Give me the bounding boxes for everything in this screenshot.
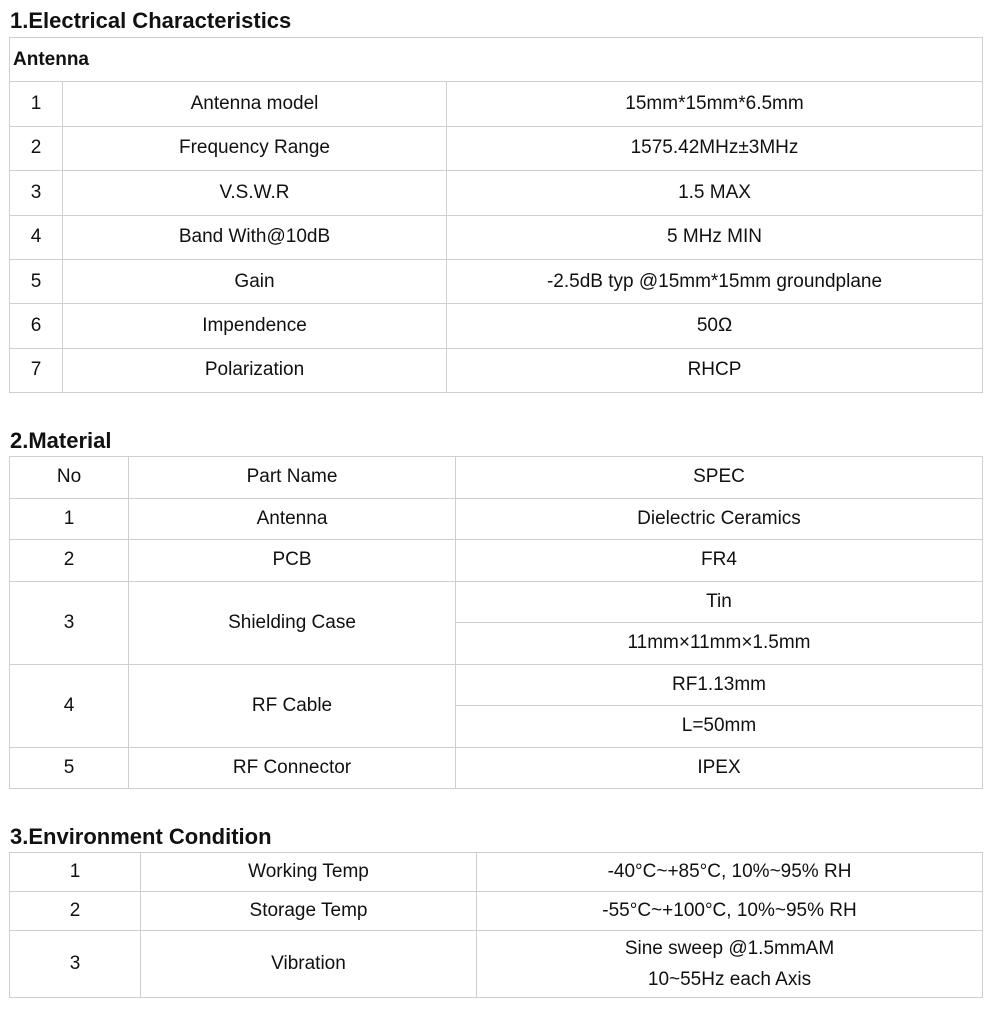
table-row bbox=[10, 126, 983, 170]
part-spec: RF1.13mm bbox=[456, 664, 983, 706]
table-row bbox=[10, 348, 983, 392]
condition-name: Vibration bbox=[141, 931, 477, 998]
row-number: 3 bbox=[10, 581, 129, 664]
section-title-material: 2.Material bbox=[10, 428, 112, 453]
parameter-name: Antenna model bbox=[63, 82, 447, 126]
table-row bbox=[10, 498, 983, 540]
condition-value bbox=[477, 931, 983, 998]
part-spec: IPEX bbox=[456, 747, 983, 789]
condition-value: -55°C~+100°C, 10%~95% RH bbox=[477, 892, 983, 931]
part-name: PCB bbox=[129, 540, 456, 582]
parameter-name: Gain bbox=[63, 259, 447, 303]
table-row bbox=[10, 664, 983, 706]
table-row bbox=[10, 853, 983, 892]
row-number: 7 bbox=[10, 348, 63, 392]
material-table bbox=[9, 456, 983, 789]
table-row bbox=[10, 304, 983, 348]
row-number: 4 bbox=[10, 664, 129, 747]
column-header-part-name: Part Name bbox=[129, 457, 456, 499]
condition-name: Working Temp bbox=[141, 853, 477, 892]
table-row bbox=[10, 540, 983, 582]
row-number: 2 bbox=[10, 892, 141, 931]
row-number: 5 bbox=[10, 747, 129, 789]
table-row bbox=[10, 259, 983, 303]
parameter-value: -2.5dB typ @15mm*15mm groundplane bbox=[447, 259, 983, 303]
table-caption-row bbox=[10, 38, 983, 82]
table-row bbox=[10, 82, 983, 126]
section-title-environment: 3.Environment Condition bbox=[10, 824, 272, 849]
part-name: Antenna bbox=[129, 498, 456, 540]
parameter-value: 1575.42MHz±3MHz bbox=[447, 126, 983, 170]
parameter-value: 15mm*15mm*6.5mm bbox=[447, 82, 983, 126]
row-number: 1 bbox=[10, 82, 63, 126]
row-number: 1 bbox=[10, 498, 129, 540]
condition-name: Storage Temp bbox=[141, 892, 477, 931]
parameter-name: Band With@10dB bbox=[63, 215, 447, 259]
parameter-value: 50Ω bbox=[447, 304, 983, 348]
row-number: 3 bbox=[10, 931, 141, 998]
section-title-electrical: 1.Electrical Characteristics bbox=[10, 8, 292, 33]
table-row bbox=[10, 171, 983, 215]
table-row bbox=[10, 892, 983, 931]
part-name: Shielding Case bbox=[129, 581, 456, 664]
parameter-name: Impendence bbox=[63, 304, 447, 348]
row-number: 1 bbox=[10, 853, 141, 892]
table-header-row bbox=[10, 457, 983, 499]
column-header-no: No bbox=[10, 457, 129, 499]
part-spec: Tin bbox=[456, 581, 983, 623]
part-name: RF Connector bbox=[129, 747, 456, 789]
table-row bbox=[10, 215, 983, 259]
row-number: 5 bbox=[10, 259, 63, 303]
part-name: RF Cable bbox=[129, 664, 456, 747]
row-number: 4 bbox=[10, 215, 63, 259]
row-number: 2 bbox=[10, 540, 129, 582]
table-row bbox=[10, 931, 983, 998]
part-spec: 11mm×11mm×1.5mm bbox=[456, 623, 983, 665]
table-row bbox=[10, 747, 983, 789]
parameter-name: V.S.W.R bbox=[63, 171, 447, 215]
environment-condition-table bbox=[9, 852, 983, 998]
part-spec: L=50mm bbox=[456, 706, 983, 748]
parameter-name: Frequency Range bbox=[63, 126, 447, 170]
condition-value-line: 10~55Hz each Axis bbox=[647, 969, 812, 990]
row-number: 3 bbox=[10, 171, 63, 215]
table-row bbox=[10, 581, 983, 623]
parameter-value: 5 MHz MIN bbox=[447, 215, 983, 259]
part-spec: Dielectric Ceramics bbox=[456, 498, 983, 540]
electrical-characteristics-table bbox=[9, 37, 983, 393]
parameter-value: RHCP bbox=[447, 348, 983, 392]
row-number: 2 bbox=[10, 126, 63, 170]
parameter-name: Polarization bbox=[63, 348, 447, 392]
row-number: 6 bbox=[10, 304, 63, 348]
condition-value: -40°C~+85°C, 10%~95% RH bbox=[477, 853, 983, 892]
column-header-spec: SPEC bbox=[456, 457, 983, 499]
condition-value-line: Sine sweep @1.5mmAM bbox=[624, 938, 835, 959]
parameter-value: 1.5 MAX bbox=[447, 171, 983, 215]
table-caption: Antenna bbox=[10, 38, 983, 82]
part-spec: FR4 bbox=[456, 540, 983, 582]
